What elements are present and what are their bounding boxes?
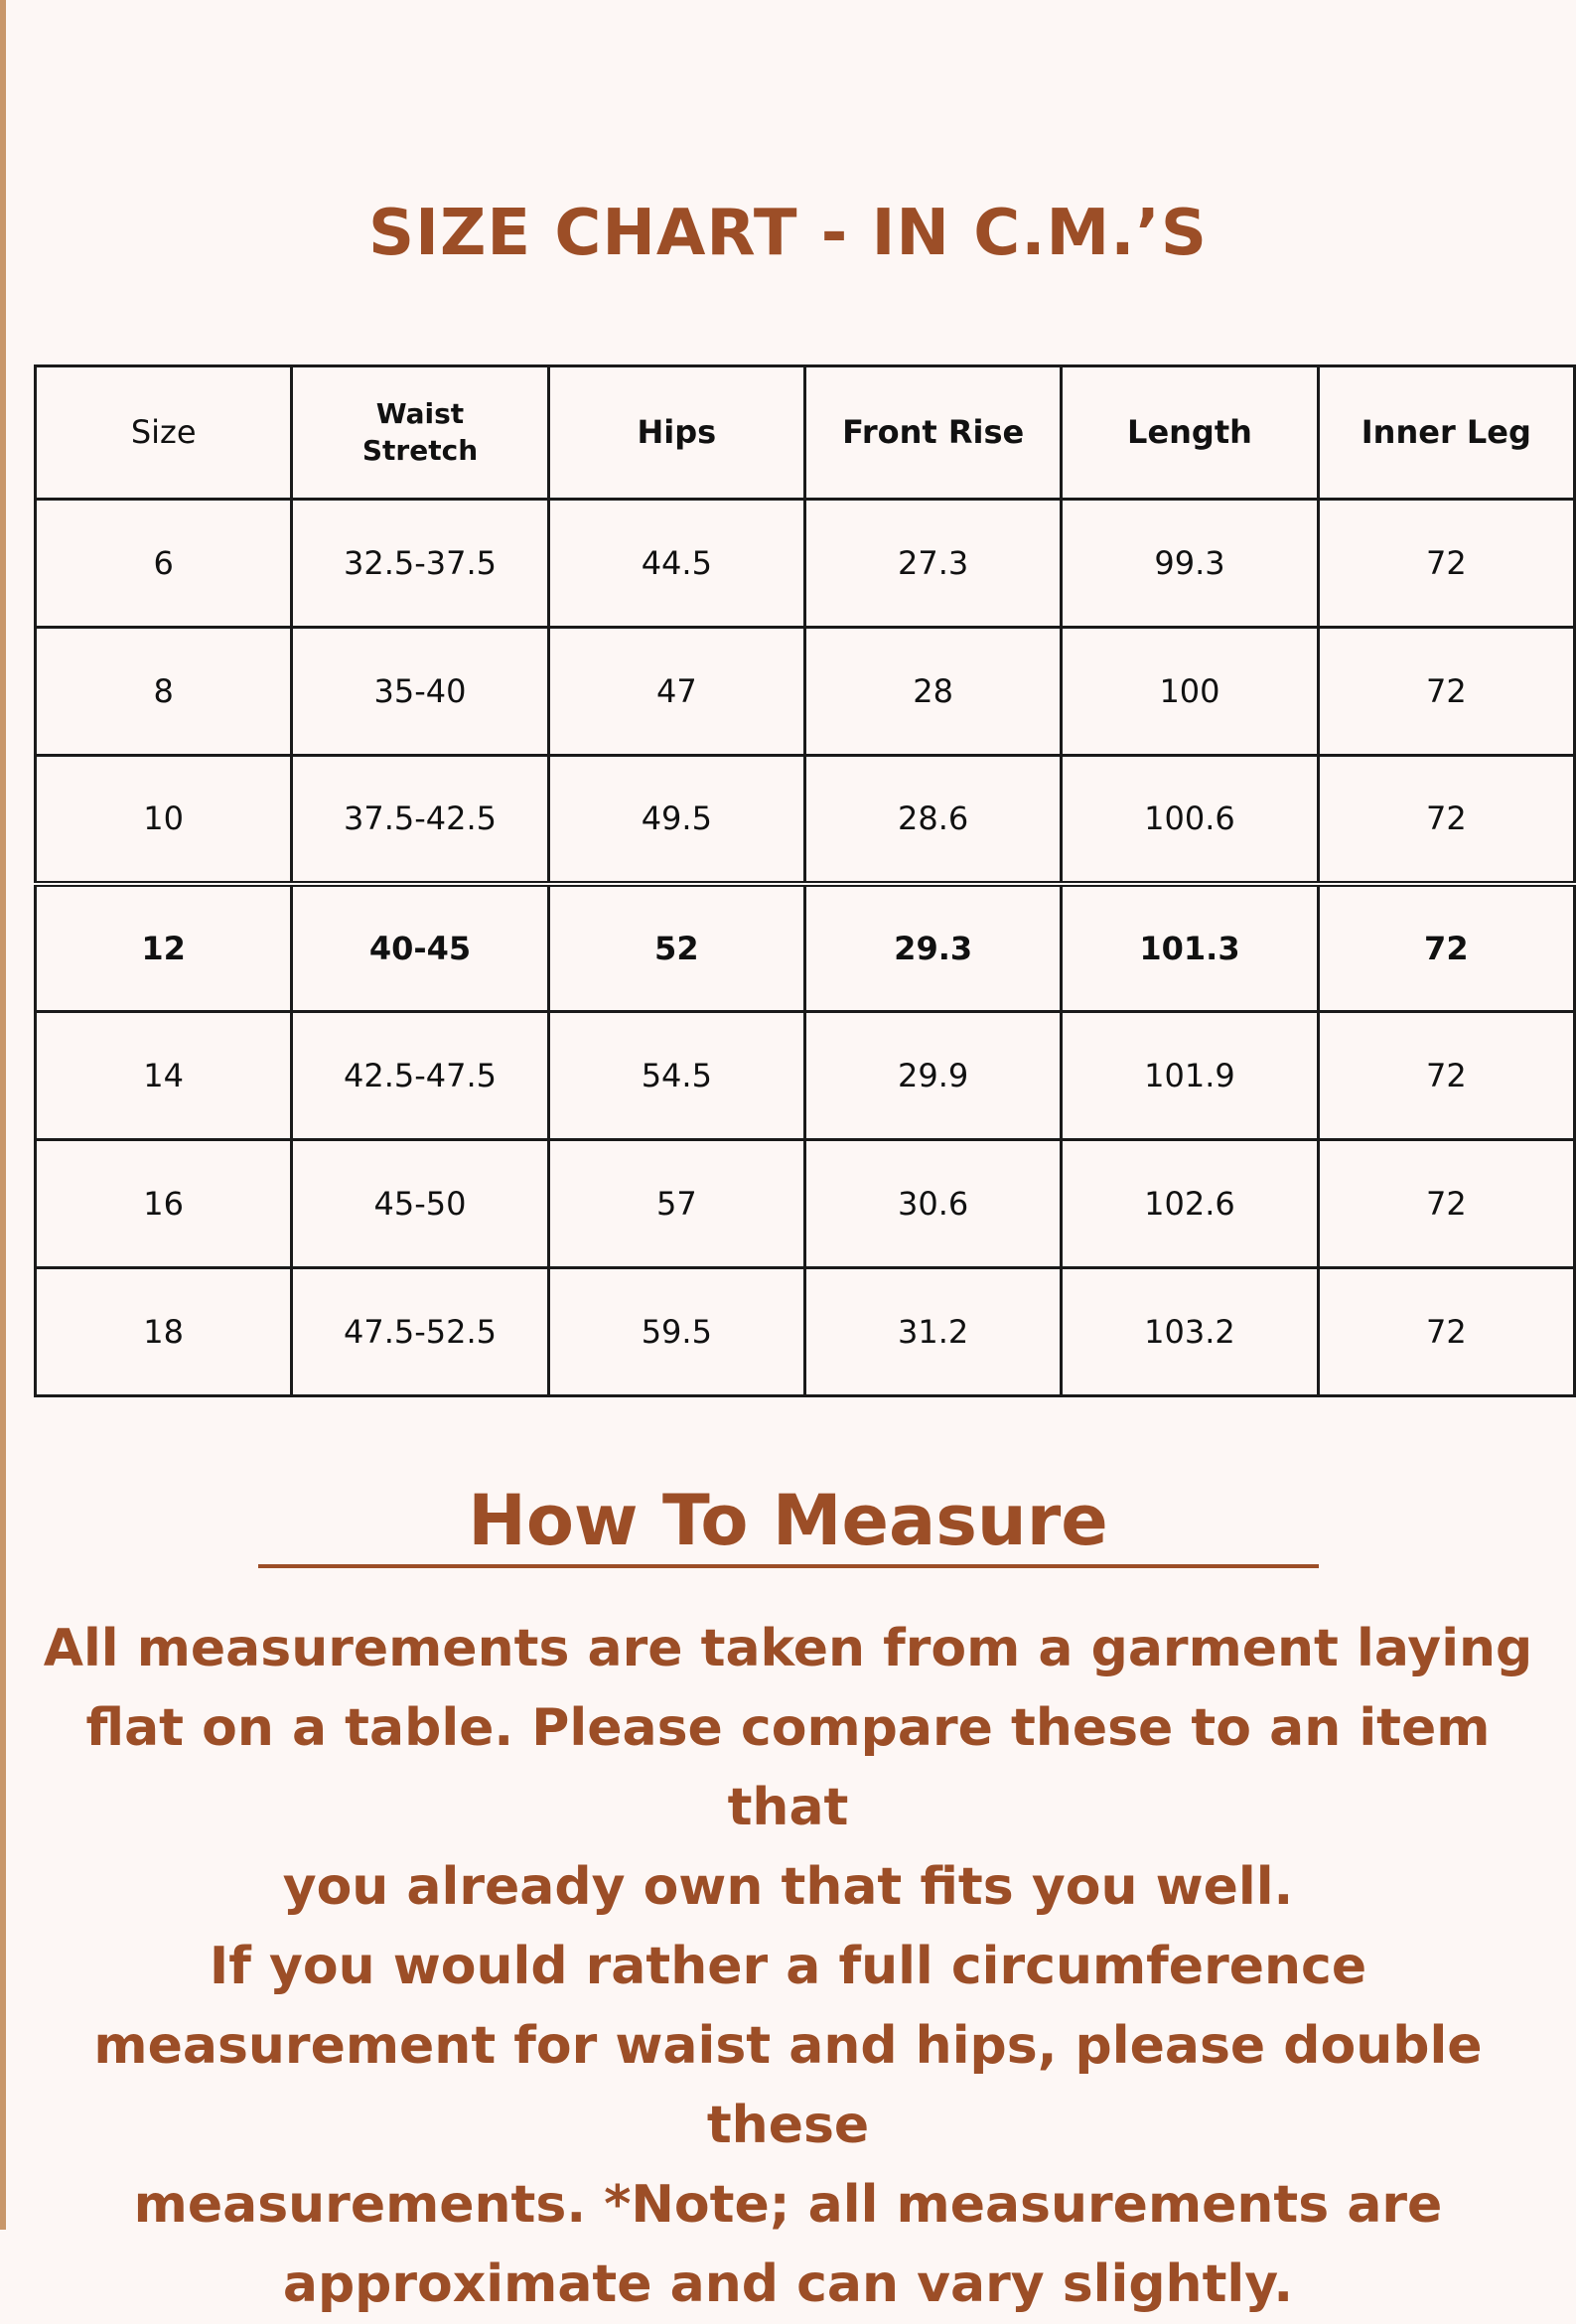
table-row-size-8: [36, 628, 1575, 756]
table-row-size-18: [36, 1268, 1575, 1396]
measure-line: If you would rather a full circumference: [209, 1937, 1367, 1996]
table-row-size-6: [36, 500, 1575, 628]
measure-line: measurement for waist and hips, please double these: [93, 2016, 1483, 2155]
cell-size: 10: [36, 756, 292, 884]
cell-hips: 57: [548, 1140, 804, 1268]
table-row-size-12: [36, 884, 1575, 1012]
cell-waist: 35-40: [292, 628, 548, 756]
cell-hips: 44.5: [548, 500, 804, 628]
cell-inner-leg: 72: [1318, 756, 1574, 884]
header-length: Length: [1062, 366, 1318, 500]
cell-inner-leg: 72: [1318, 1140, 1574, 1268]
table-row-size-14: [36, 1012, 1575, 1140]
cell-inner-leg: 72: [1318, 884, 1574, 1012]
header-hips: Hips: [548, 366, 804, 500]
cell-hips: 54.5: [548, 1012, 804, 1140]
table-row-size-10: [36, 756, 1575, 884]
cell-size: 6: [36, 500, 292, 628]
table-row-size-16: [36, 1140, 1575, 1268]
cell-length: 103.2: [1062, 1268, 1318, 1396]
page-title: SIZE CHART - IN C.M.’S: [368, 197, 1208, 270]
cell-front-rise: 28.6: [804, 756, 1061, 884]
cell-front-rise: 27.3: [804, 500, 1061, 628]
table-header: [36, 366, 1575, 500]
header-size: Size: [36, 366, 292, 500]
cell-size: 14: [36, 1012, 292, 1140]
header-front-rise: Front Rise: [804, 366, 1061, 500]
cell-length: 102.6: [1062, 1140, 1318, 1268]
measure-line: All measurements are taken from a garment laying: [43, 1619, 1533, 1678]
table-body: [36, 500, 1575, 1396]
cell-inner-leg: 72: [1318, 500, 1574, 628]
cell-front-rise: 28: [804, 628, 1061, 756]
cell-waist: 32.5-37.5: [292, 500, 548, 628]
cell-hips: 52: [548, 884, 804, 1012]
heading-underline: [258, 1564, 1319, 1568]
cell-hips: 49.5: [548, 756, 804, 884]
header-waist-line2: Stretch: [361, 433, 479, 467]
cell-size: 18: [36, 1268, 292, 1396]
cell-front-rise: 31.2: [804, 1268, 1061, 1396]
cell-front-rise: 30.6: [804, 1140, 1061, 1268]
cell-size: 12: [36, 884, 292, 1012]
cell-hips: 47: [548, 628, 804, 756]
how-to-measure-heading: How To Measure: [468, 1480, 1108, 1561]
cell-inner-leg: 72: [1318, 1268, 1574, 1396]
cell-length: 101.3: [1062, 884, 1318, 1012]
cell-length: 100: [1062, 628, 1318, 756]
cell-inner-leg: 72: [1318, 1012, 1574, 1140]
header-inner-leg: Inner Leg: [1318, 366, 1574, 500]
left-edge-stripe: [0, 0, 6, 2230]
measure-line: approximate and can vary slightly.: [282, 2254, 1294, 2314]
how-to-measure-text: [40, 1609, 1536, 2324]
measure-line: you already own that fits you well.: [282, 1857, 1294, 1917]
cell-waist: 45-50: [292, 1140, 548, 1268]
cell-front-rise: 29.3: [804, 884, 1061, 1012]
cell-size: 8: [36, 628, 292, 756]
size-chart-table: [34, 364, 1576, 1397]
header-row: [36, 366, 1575, 500]
cell-waist: 37.5-42.5: [292, 756, 548, 884]
cell-inner-leg: 72: [1318, 628, 1574, 756]
cell-waist: 47.5-52.5: [292, 1268, 548, 1396]
measure-line: measurements. *Note; all measurements are: [133, 2175, 1443, 2235]
header-waist-stretch: [292, 366, 548, 500]
cell-waist: 42.5-47.5: [292, 1012, 548, 1140]
cell-size: 16: [36, 1140, 292, 1268]
cell-length: 99.3: [1062, 500, 1318, 628]
header-waist-line1: Waist: [375, 397, 465, 431]
measure-line: flat on a table. Please compare these to an item that: [85, 1698, 1491, 1837]
cell-length: 101.9: [1062, 1012, 1318, 1140]
cell-waist: 40-45: [292, 884, 548, 1012]
cell-front-rise: 29.9: [804, 1012, 1061, 1140]
cell-hips: 59.5: [548, 1268, 804, 1396]
cell-length: 100.6: [1062, 756, 1318, 884]
